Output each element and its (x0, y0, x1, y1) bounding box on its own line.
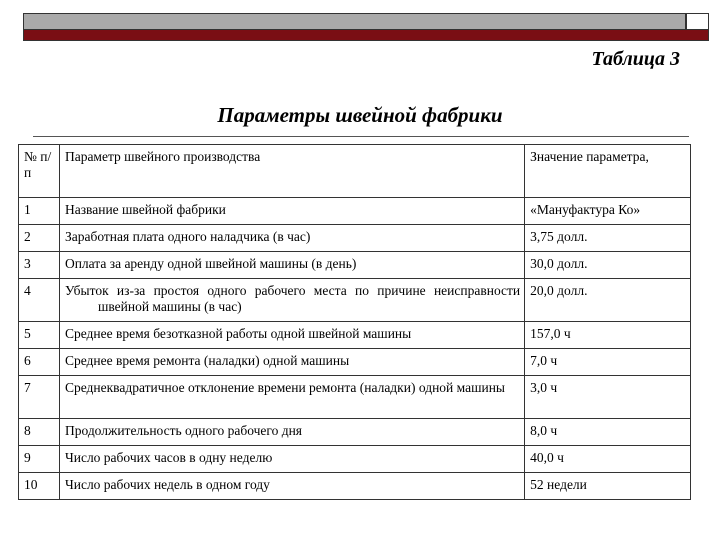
row-num: 5 (19, 322, 60, 349)
table-header-row (19, 145, 691, 198)
row-num: 2 (19, 225, 60, 252)
row-num: 6 (19, 349, 60, 376)
row-value: 3,0 ч (525, 376, 691, 419)
row-value: 7,0 ч (525, 349, 691, 376)
document-title: Параметры швейной фабрики (217, 103, 503, 127)
table-row (19, 473, 691, 500)
table-row (19, 322, 691, 349)
row-param: Оплата за аренду одной швейной машины (в день) (59, 252, 524, 279)
row-num: 1 (19, 198, 60, 225)
row-param: Среднее время ремонта (наладки) одной машины (59, 349, 524, 376)
row-param: Заработная плата одного наладчика (в час) (59, 225, 524, 252)
row-num: 3 (19, 252, 60, 279)
row-value: 3,75 долл. (525, 225, 691, 252)
row-value: 157,0 ч (525, 322, 691, 349)
row-value: 30,0 долл. (525, 252, 691, 279)
row-num: 4 (19, 279, 60, 322)
row-param: Продолжительность одного рабочего дня (59, 419, 524, 446)
parameters-table (18, 144, 691, 500)
table-row (19, 225, 691, 252)
corner-square (686, 13, 709, 29)
row-num: 7 (19, 376, 60, 419)
table-row (19, 446, 691, 473)
header-band-grey (23, 13, 686, 29)
table-label: Таблица 3 (591, 48, 680, 70)
row-param: Число рабочих часов в одну неделю (59, 446, 524, 473)
header-num: № п/п (19, 145, 60, 198)
table-row (19, 252, 691, 279)
header-band-red (23, 29, 709, 41)
row-value: 40,0 ч (525, 446, 691, 473)
row-param: Убыток из-за простоя одного рабочего места по причине неисправности швейной машины (в час) (59, 279, 524, 322)
row-num: 9 (19, 446, 60, 473)
row-num: 8 (19, 419, 60, 446)
row-param: Число рабочих недель в одном году (59, 473, 524, 500)
title-rule (33, 136, 689, 137)
row-param: Название швейной фабрики (59, 198, 524, 225)
row-param: Среднее время безотказной работы одной швейной машины (59, 322, 524, 349)
table-row (19, 376, 691, 419)
table-row (19, 419, 691, 446)
table-row (19, 279, 691, 322)
header-param: Параметр швейного производства (59, 145, 524, 198)
row-value: «Мануфактура Ко» (525, 198, 691, 225)
header-value: Значение параметра, (525, 145, 691, 198)
row-value: 20,0 долл. (525, 279, 691, 322)
table-row (19, 349, 691, 376)
row-value: 52 недели (525, 473, 691, 500)
row-num: 10 (19, 473, 60, 500)
table-row (19, 198, 691, 225)
row-param: Среднеквадратичное отклонение времени ремонта (наладки) одной машины (59, 376, 524, 419)
row-value: 8,0 ч (525, 419, 691, 446)
